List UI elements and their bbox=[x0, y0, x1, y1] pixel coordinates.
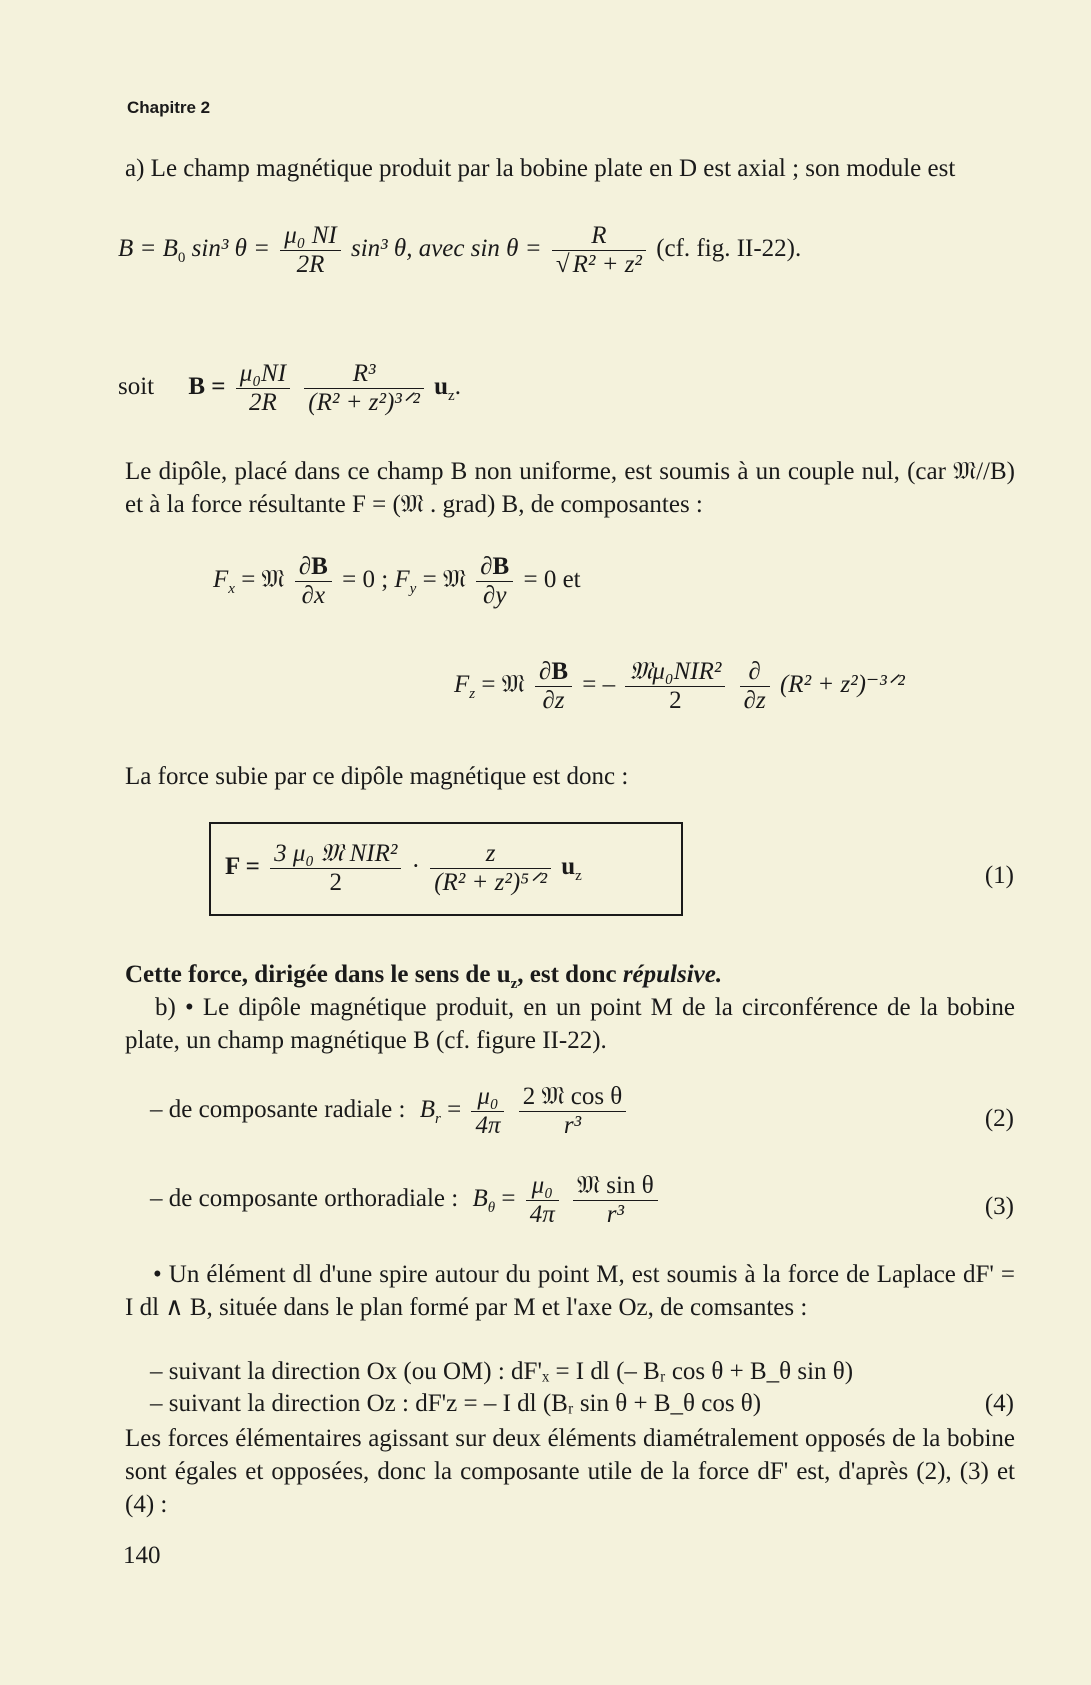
fraction: $\frac{R}{\text{√ R² + z²}}$ bbox=[552, 222, 646, 279]
fraction: $\frac{\text{μ₀}}{4\pi}$ bbox=[526, 1172, 559, 1229]
equation-radial: – de composante radiale : $B_r$ = $\frac{\text{μ₀}}{4\pi}$ $\frac{\text{2 𝔐 cos θ}}{\text{r³}}$ bbox=[150, 1083, 630, 1140]
fraction: $\frac{\partial B}{\partial x}$ bbox=[295, 553, 332, 610]
equation-number-2: (2) bbox=[984, 1105, 1014, 1132]
component-ox: – suivant la direction Ox (ou OM) : dF'ₓ = I dl (– Bᵣ cos θ + B_θ sin θ) bbox=[150, 1358, 854, 1385]
fraction: $\frac{\text{μ₀NI}}{2R}$ bbox=[236, 360, 290, 417]
fraction: $\frac{\text{2 𝔐 cos θ}}{\text{r³}}$ bbox=[519, 1083, 627, 1140]
paragraph-repulsive: Cette force, dirigée dans le sens de $u_z$, est donc répulsive. bbox=[125, 961, 723, 992]
fraction: $\frac{\text{μ₀}}{4\pi}$ bbox=[471, 1083, 504, 1140]
fraction: $\frac{\text{𝔐μ₀NIR²}}{2}$ bbox=[625, 658, 725, 715]
equation-fx-fy: $F_x$ = 𝔐 $\frac{\partial B}{\partial x}$ = 0 ; $F_y$ = 𝔐 $\frac{\partial B}{\partial y}$ = 0 et bbox=[213, 553, 581, 609]
equation-b-field: $B = B_0$ sin³ θ = $\frac{\text{μ₀ NI}}{2R}$ sin³ θ, avec sin θ = $\frac{R}{\text{√ R² + z²}}$ (cf. fig. II-22). bbox=[118, 222, 802, 278]
equation-force: F = $\frac{\text{3 μ₀ 𝔐 NIR²}}{2}$ · $\frac{z}{\text{(R² + z²)⁵ᐟ²}}$ $u_z$ bbox=[225, 840, 582, 896]
fraction: $\frac{\partial B}{\partial y}$ bbox=[476, 553, 513, 610]
paragraph-conclusion: Les forces élémentaires agissant sur deux éléments diamétralement opposés de la bobine sont égales et opposées, donc la composante utile de la force dF' est, d'après (2), (3) et (4) : bbox=[125, 1425, 1015, 1518]
equation-number-4: (4) bbox=[984, 1390, 1014, 1417]
component-oz: – suivant la direction Oz : dF'z = – I dl (Bᵣ sin θ + B_θ cos θ) bbox=[150, 1390, 762, 1417]
equation-number-3: (3) bbox=[984, 1193, 1014, 1220]
paragraph-dipole-field: b) • Le dipôle magnétique produit, en un point M de la circonférence de la bobine plate, un champ magnétique B (cf. figure II-22). bbox=[125, 994, 1015, 1054]
fraction: $\frac{\text{3 μ₀ 𝔐 NIR²}}{2}$ bbox=[270, 840, 401, 897]
equation-fz: $F_z$ = 𝔐 $\frac{\partial B}{\partial z}$ = – $\frac{\text{𝔐μ₀NIR²}}{2}$ $\frac{\partial}{\partial z}$ (R² + z²)⁻³ᐟ² bbox=[454, 658, 905, 714]
fraction: $\frac{\partial B}{\partial z}$ bbox=[535, 658, 572, 715]
equation-orthoradial: – de composante orthoradiale : $B_\theta$ = $\frac{\text{μ₀}}{4\pi}$ $\frac{\text{𝔐 sin θ}}{\text{r³}}$ bbox=[150, 1172, 662, 1229]
page-number: 140 bbox=[123, 1542, 161, 1569]
fraction: $\frac{\text{𝔐 sin θ}}{\text{r³}}$ bbox=[573, 1172, 658, 1229]
chapter-header: Chapitre 2 bbox=[127, 98, 211, 117]
paragraph-intro: a) Le champ magnétique produit par la bobine plate en D est axial ; son module est bbox=[125, 155, 956, 182]
paragraph-laplace: • Un élément dl d'une spire autour du point M, est soumis à la force de Laplace dF' = I dl ∧ B, située dans le plan formé par M et l'axe Oz, de comsantes : bbox=[125, 1261, 1015, 1321]
paragraph-dipole: Le dipôle, placé dans ce champ B non uniforme, est soumis à un couple nul, (car 𝔐//B) et à la force résultante F = (𝔐 . grad) B, de composantes : bbox=[125, 458, 1015, 518]
equation-b-vector: soit B = $\frac{\text{μ₀NI}}{2R}$ $\frac{\text{R³}}{\text{(R² + z²)³ᐟ²}}$ $u_z$. bbox=[118, 360, 461, 416]
fraction: $\frac{z}{\text{(R² + z²)⁵ᐟ²}}$ bbox=[430, 840, 551, 897]
fraction: $\frac{\partial}{\partial z}$ bbox=[740, 658, 770, 715]
paragraph-force: La force subie par ce dipôle magnétique est donc : bbox=[125, 763, 629, 790]
fraction: $\frac{\text{μ₀ NI}}{2R}$ bbox=[280, 222, 341, 279]
fraction: $\frac{\text{R³}}{\text{(R² + z²)³ᐟ²}}$ bbox=[304, 360, 424, 417]
equation-number-1: (1) bbox=[984, 862, 1014, 889]
